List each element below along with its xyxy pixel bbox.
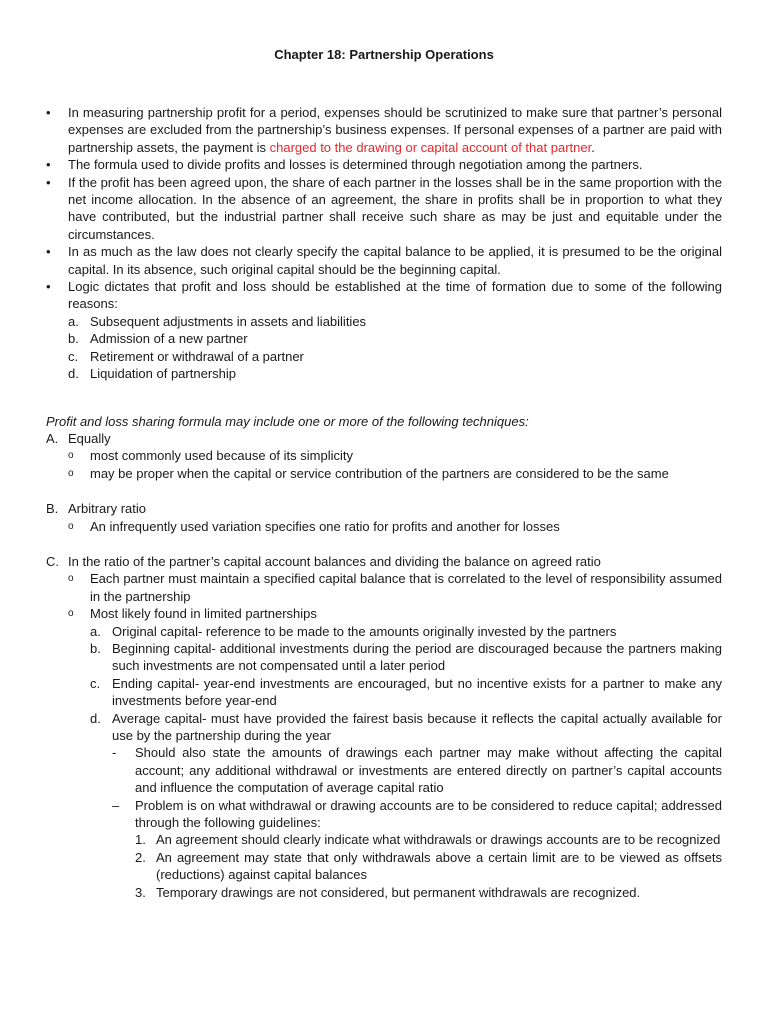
- bullet-item: • In measuring partnership profit for a period, expenses should be scrutinized to make sure that partner’s personal expenses are excluded from the partnership’s business expenses. If personal expenses of a partner are paid with partnership assets, the payment is charged to the drawing or capital account of that partner.: [46, 104, 722, 156]
- sub-item: o may be proper when the capital or service contribution of the partners are considered to be the same: [68, 465, 669, 481]
- techniques-intro: Profit and loss sharing formula may include one or more of the following techniques:: [46, 413, 529, 429]
- guideline-item: 3. Temporary drawings are not considered, but permanent withdrawals are recognized.: [135, 884, 641, 900]
- reasons-list: [46, 313, 722, 383]
- list-item: d. Liquidation of partnership: [68, 366, 236, 382]
- list-item: b. Admission of a new partner: [68, 331, 248, 347]
- document-body: [46, 104, 722, 901]
- section-a-heading: A. Equally: [46, 430, 111, 446]
- page-title: Chapter 18: Partnership Operations: [274, 47, 494, 62]
- section-c-heading: C. In the ratio of the partner’s capital account balances and dividing the balance on agreed ratio: [46, 553, 601, 569]
- bullet-item: • Logic dictates that profit and loss should be established at the time of formation due to some of the following reasons:: [46, 278, 722, 313]
- capital-basis-item: a. Original capital- reference to be made to the amounts originally invested by the partners: [90, 623, 617, 639]
- guideline-item: 2. An agreement may state that only withdrawals above a certain limit are to be viewed as offsets (reductions) against capital balances: [135, 849, 722, 883]
- list-item: a. Subsequent adjustments in assets and liabilities: [68, 313, 367, 329]
- bullet-item: • If the profit has been agreed upon, the share of each partner in the losses shall be in the same proportion with the net income allocation. In the absence of an agreement, the share in profits shall be in proportion to what they have contributed, but the industrial partner shall receive such share as may be just and equitable under the circumstances.: [46, 174, 722, 244]
- sub-item: o Each partner must maintain a specified capital balance that is correlated to the level of responsibility assumed in the partnership: [68, 571, 722, 604]
- sub-item: o An infrequently used variation specifies one ratio for profits and another for losses: [68, 518, 560, 534]
- dash-item: – Problem is on what withdrawal or drawing accounts are to be considered to reduce capital; addressed through the following guidelines:: [112, 797, 722, 831]
- dash-item: - Should also state the amounts of drawings each partner may make without affecting the capital account; any additional withdrawal or investments are entered directly on partner’s capital accounts and influence the computation of average capital ratio: [112, 745, 722, 796]
- capital-basis-item: d. Average capital- must have provided the fairest basis because it reflects the capital actually available for use by the partnership during the year: [90, 710, 722, 743]
- highlighted-text: charged to the drawing or capital account of that partner: [269, 139, 592, 155]
- sub-item: o Most likely found in limited partnerships: [68, 606, 317, 622]
- bullet-item: • The formula used to divide profits and losses is determined through negotiation among the partners.: [46, 156, 722, 173]
- section-b-heading: B. Arbitrary ratio: [46, 501, 147, 517]
- sub-item: o most commonly used because of its simplicity: [68, 448, 353, 464]
- capital-basis-item: c. Ending capital- year-end investments are encouraged, but no incentive exists for a partner to make any investments before year-end: [90, 675, 722, 709]
- capital-basis-item: b. Beginning capital- additional investments during the period are discouraged because the partners making such investments are not compensated until a later period: [90, 640, 722, 674]
- bullet-item: • In as much as the law does not clearly specify the capital balance to be applied, it is presumed to be the original capital. In its absence, such original capital should be the beginning capital.: [46, 243, 722, 278]
- guideline-item: 1. An agreement should clearly indicate what withdrawals or drawings accounts are to be recognized: [135, 832, 721, 848]
- list-item: c. Retirement or withdrawal of a partner: [68, 348, 304, 364]
